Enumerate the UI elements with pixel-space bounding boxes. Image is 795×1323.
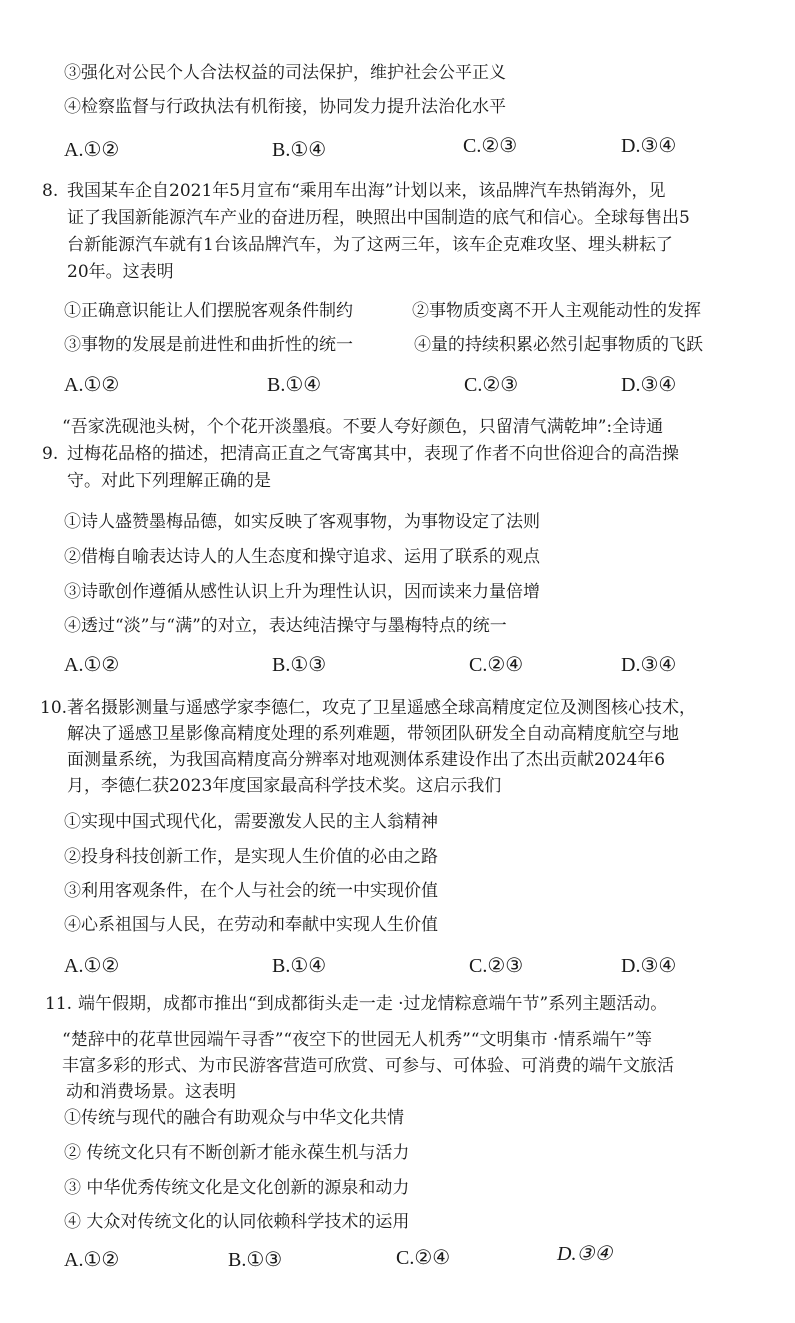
q7-option-d: D.③④ [621,135,677,157]
q11-stem-line-3: 丰富多彩的形式、为市民游客营造可欣赏、可参与、可体验、可消费的端午文旅活 [62,1056,674,1076]
q8-option-b: B.①④ [267,374,322,396]
q8-stem-line-3: 台新能源汽车就有1台该品牌汽车，为了这两三年，该车企克难攻坚、埋头耕耘了 [67,235,673,255]
q10-stem-line-2: 解决了遥感卫星影像高精度处理的系列难题，带领团队研发全自动高精度航空与地 [67,724,679,744]
q8-stem-line-1: 我国某车企自2021年5月宣布“乘用车出海”计划以来，该品牌汽车热销海外，见 [67,181,666,201]
q9-statement-4: ④透过“淡”与“满”的对立，表达纯洁操守与墨梅特点的统一 [64,616,507,636]
q7-option-c: C.②③ [463,135,518,157]
q8-statement-1: ①正确意识能让人们摆脱客观条件制约 [64,301,353,321]
q7-statement-4: ④检察监督与行政执法有机衔接，协同发力提升法治化水平 [64,97,506,117]
q8-statement-2: ②事物质变离不开人主观能动性的发挥 [412,301,701,321]
q11-statement-3: ③ 中华优秀传统文化是文化创新的源泉和动力 [64,1178,410,1198]
q8-stem-line-2: 证了我国新能源汽车产业的奋进历程，映照出中国制造的底气和信心。全球每售出5 [67,208,690,228]
q10-stem-line-1: 著名摄影测量与遥感学家李德仁，攻克了卫星遥感全球高精度定位及测图核心技术， [67,698,696,718]
q7-statement-3: ③强化对公民个人合法权益的司法保护，维护社会公平正义 [64,63,506,83]
q9-statement-1: ①诗人盛赞墨梅品德，如实反映了客观事物，为事物设定了法则 [64,512,540,532]
q8-option-d: D.③④ [621,374,677,396]
q10-statement-1: ①实现中国式现代化，需要激发人民的主人翁精神 [64,812,438,832]
q11-stem-line-1: 端午假期，成都市推出“到成都街头走一走 ·过龙情粽意端午节”系列主题活动。 [78,994,668,1014]
q7-option-a: A.①② [64,139,120,161]
q11-option-d: D.③④ [557,1243,613,1265]
q9-stem-line-1: “吾家洗砚池头树，个个花开淡墨痕。不要人夸好颜色，只留清气满乾坤”:全诗通 [62,417,664,437]
q8-statement-4: ④量的持续积累必然引起事物质的飞跃 [414,335,703,355]
q9-option-c: C.②④ [469,654,524,676]
q10-stem-line-3: 面测量系统，为我国高精度高分辨率对地观测体系建设作出了杰出贡献2024年6 [67,750,666,770]
q9-stem-line-2: 过梅花品格的描述，把清高正直之气寄寓其中，表现了作者不向世俗迎合的高浩操 [67,444,679,464]
q10-statement-3: ③利用客观条件，在个人与社会的统一中实现价值 [64,881,438,901]
q11-option-a: A.①② [64,1249,120,1271]
q11-number: 11. [45,994,73,1014]
q11-stem-line-4: 动和消费场景。这表明 [66,1082,236,1102]
q9-stem-line-3: 守。对此下列理解正确的是 [67,471,271,491]
q11-option-b: B.①③ [228,1249,283,1271]
q7-option-b: B.①④ [272,139,327,161]
q8-stem-line-4: 20年。这表明 [67,262,174,282]
q9-number: 9. [42,444,59,464]
q9-option-a: A.①② [64,654,120,676]
q10-option-a: A.①② [64,955,120,977]
q8-statement-3: ③事物的发展是前进性和曲折性的统一 [64,335,353,355]
q11-stem-line-2: “楚辞中的花草世园端午寻香”“夜空下的世园无人机秀”“文明集市 ·情系端午”等 [62,1030,652,1050]
q10-stem-line-4: 月，李德仁获2023年度国家最高科学技术奖。这启示我们 [67,776,502,796]
q11-statement-4: ④ 大众对传统文化的认同依赖科学技术的运用 [64,1212,410,1232]
q10-statement-2: ②投身科技创新工作，是实现人生价值的必由之路 [64,847,438,867]
q10-number: 10. [40,698,68,718]
q8-option-a: A.①② [64,374,120,396]
q11-option-c: C.②④ [396,1247,451,1269]
q9-statement-2: ②借梅自喻表达诗人的人生态度和操守追求、运用了联系的观点 [64,547,540,567]
q9-option-b: B.①③ [272,654,327,676]
q8-number: 8. [42,181,59,201]
q11-statement-1: ①传统与现代的融合有助观众与中华文化共情 [64,1108,404,1128]
q10-option-b: B.①④ [272,955,327,977]
q10-option-c: C.②③ [469,955,524,977]
q10-option-d: D.③④ [621,955,677,977]
q9-statement-3: ③诗歌创作遵循从感性认识上升为理性认识，因而读来力量倍增 [64,582,540,602]
q8-option-c: C.②③ [464,374,519,396]
q10-statement-4: ④心系祖国与人民，在劳动和奉献中实现人生价值 [64,915,438,935]
q9-option-d: D.③④ [621,654,677,676]
q11-statement-2: ② 传统文化只有不断创新才能永葆生机与活力 [64,1143,410,1163]
